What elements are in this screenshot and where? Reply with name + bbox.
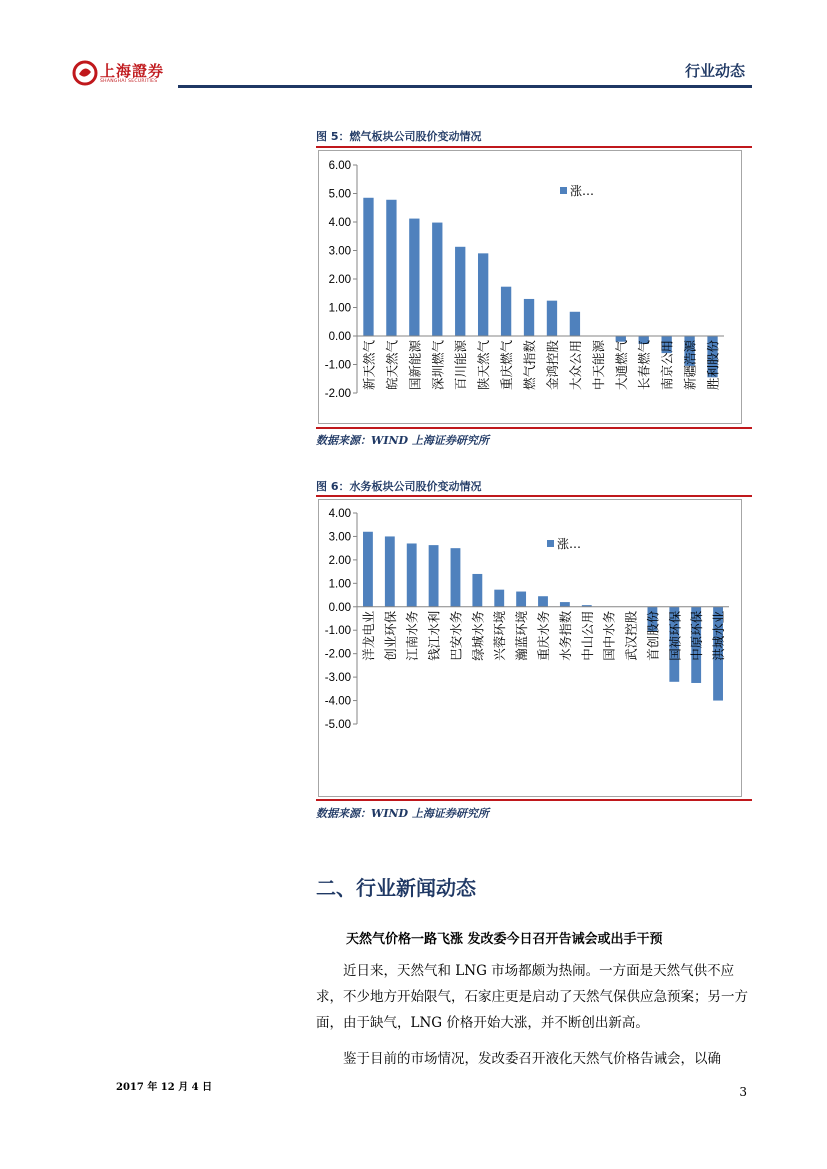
- bar-百川能源: [455, 247, 465, 336]
- y-tick-label: -3.00: [324, 672, 351, 685]
- bar-水务指数: [560, 602, 570, 607]
- x-tick-label: 中天能源: [590, 340, 606, 391]
- y-tick-label: -2.00: [324, 388, 351, 400]
- x-tick-label: 大众公用: [567, 340, 583, 391]
- x-tick-label: 皖天然气: [384, 340, 400, 391]
- company-logo: [72, 58, 182, 90]
- water-sector-chart-svg: [319, 500, 741, 796]
- x-tick-label: 国新能源: [407, 340, 423, 391]
- y-tick-label: 2.00: [328, 274, 351, 286]
- bar-深圳燃气: [432, 223, 442, 336]
- x-tick-label: 首创股份: [645, 610, 661, 661]
- figure-6-top-rule: [316, 495, 752, 497]
- y-tick-label: 0.00: [328, 601, 351, 614]
- x-tick-label: 长春燃气: [636, 340, 652, 391]
- x-tick-label: 大通燃气: [613, 340, 629, 391]
- x-tick-label: 重庆燃气: [499, 340, 515, 391]
- bar-江南水务: [407, 543, 417, 606]
- y-tick-label: -5.00: [324, 719, 351, 731]
- gas-sector-chart-svg: [319, 151, 741, 423]
- x-tick-label: 燃气指数: [522, 340, 538, 391]
- x-tick-label: 洪城水业: [711, 610, 727, 661]
- legend-label: 涨…: [570, 184, 595, 198]
- bar-瀚蓝环境: [516, 592, 526, 607]
- x-tick-label: 兴蓉环境: [492, 610, 508, 661]
- x-tick-label: 绿城水务: [470, 610, 486, 661]
- legend-swatch: [547, 540, 554, 547]
- news-headline: 天然气价格一路飞涨 发改委今日召开告诫会或出手干预: [346, 932, 663, 947]
- news-paragraph-1: [316, 958, 752, 1036]
- x-tick-label: 瀚蓝环境: [514, 610, 530, 661]
- figure-6-bottom-rule: [316, 799, 752, 801]
- x-tick-label: 胜利股份: [705, 340, 721, 391]
- x-tick-label: 巴安水务: [448, 610, 464, 661]
- news-paragraph-1-text: 近日来，天然气和 LNG 市场都颇为热闹。一方面是天然气供不应求，不少地方开始限气，石家庄更是启动了天然气保供应急预案；另一方面，由于缺气，LNG 价格开始大涨，并不断创出新高。: [316, 963, 748, 1031]
- x-tick-label: 国祯环保: [667, 610, 683, 661]
- x-tick-label: 深圳燃气: [430, 340, 446, 391]
- bar-巴安水务: [451, 548, 461, 607]
- y-tick-label: 0.00: [328, 331, 351, 343]
- y-tick-label: 1.00: [328, 578, 351, 591]
- x-tick-label: 国中水务: [601, 610, 617, 661]
- bar-皖天然气: [386, 200, 396, 336]
- x-tick-label: 金鸿控股: [544, 340, 560, 391]
- x-tick-label: 江南水务: [404, 610, 420, 661]
- x-tick-label: 钱江水利: [426, 610, 442, 661]
- x-tick-label: 新疆浩源: [682, 340, 698, 391]
- x-tick-label: 百川能源: [453, 340, 469, 391]
- bar-陕天然气: [478, 253, 488, 336]
- bar-新天然气: [363, 198, 373, 336]
- bar-钱江水利: [429, 545, 439, 607]
- figure-6-title: 图 6：水务板块公司股价变动情况: [316, 480, 482, 493]
- bar-兴蓉环境: [494, 590, 504, 607]
- x-tick-label: 洋龙电业: [360, 610, 376, 661]
- y-tick-label: 5.00: [328, 188, 351, 201]
- x-tick-label: 陕天然气: [476, 340, 492, 391]
- bar-创业环保: [385, 536, 395, 606]
- news-paragraph-2: [316, 1046, 752, 1072]
- bar-洋龙电业: [363, 532, 373, 607]
- y-tick-label: -2.00: [324, 648, 351, 661]
- x-tick-label: 创业环保: [382, 610, 398, 661]
- news-paragraph-2-text: 鉴于目前的市场情况，发改委召开液化天然气价格告诫会，以确: [343, 1051, 721, 1067]
- x-tick-label: 南京公用: [659, 340, 675, 391]
- x-tick-label: 新天然气: [361, 340, 377, 391]
- logo-text-en: SHANGHAI SECURITIES: [100, 79, 158, 84]
- logo-text-cn: 上海證券: [100, 62, 165, 80]
- figure-5-bottom-rule: [316, 427, 752, 429]
- x-tick-label: 中山公用: [579, 610, 595, 661]
- header-divider: [178, 85, 752, 88]
- x-tick-label: 重庆水务: [536, 610, 551, 661]
- bar-大众公用: [570, 312, 580, 336]
- legend-swatch: [560, 187, 567, 194]
- bar-燃气指数: [524, 299, 534, 336]
- header-title: 行业动态: [684, 62, 745, 80]
- bar-重庆水务: [538, 596, 548, 607]
- gas-sector-chart: [318, 150, 742, 424]
- y-tick-label: 4.00: [328, 217, 351, 229]
- bar-金鸿控股: [547, 301, 557, 336]
- figure-5-source: 数据来源：WIND 上海证券研究所: [316, 434, 489, 447]
- legend-label: 涨…: [557, 537, 582, 551]
- y-tick-label: 1.00: [328, 302, 351, 315]
- footer-date: 2017 年 12 月 4 日: [116, 1082, 213, 1093]
- x-tick-label: 武汉控股: [623, 610, 639, 661]
- logo-emblem-icon: [72, 60, 98, 86]
- y-tick-label: -1.00: [324, 359, 351, 372]
- x-tick-label: 中原环保: [689, 610, 705, 661]
- x-tick-label: 水务指数: [557, 610, 573, 661]
- page-number: 3: [739, 1085, 747, 1099]
- y-tick-label: -4.00: [324, 695, 351, 708]
- figure-5-title: 图 5：燃气板块公司股价变动情况: [316, 130, 482, 143]
- figure-5-top-rule: [316, 146, 752, 148]
- figure-6-source: 数据来源：WIND 上海证券研究所: [316, 807, 489, 820]
- y-tick-label: 2.00: [328, 554, 351, 567]
- bar-重庆燃气: [501, 287, 511, 336]
- section-title: 二、行业新闻动态: [316, 876, 476, 900]
- y-tick-label: 3.00: [328, 531, 351, 544]
- y-tick-label: 3.00: [328, 245, 351, 258]
- bar-国新能源: [409, 219, 419, 336]
- y-tick-label: 4.00: [328, 508, 351, 520]
- y-tick-label: 6.00: [328, 160, 351, 172]
- bar-绿城水务: [472, 574, 482, 607]
- y-tick-label: -1.00: [324, 625, 351, 638]
- water-sector-chart: [318, 499, 742, 797]
